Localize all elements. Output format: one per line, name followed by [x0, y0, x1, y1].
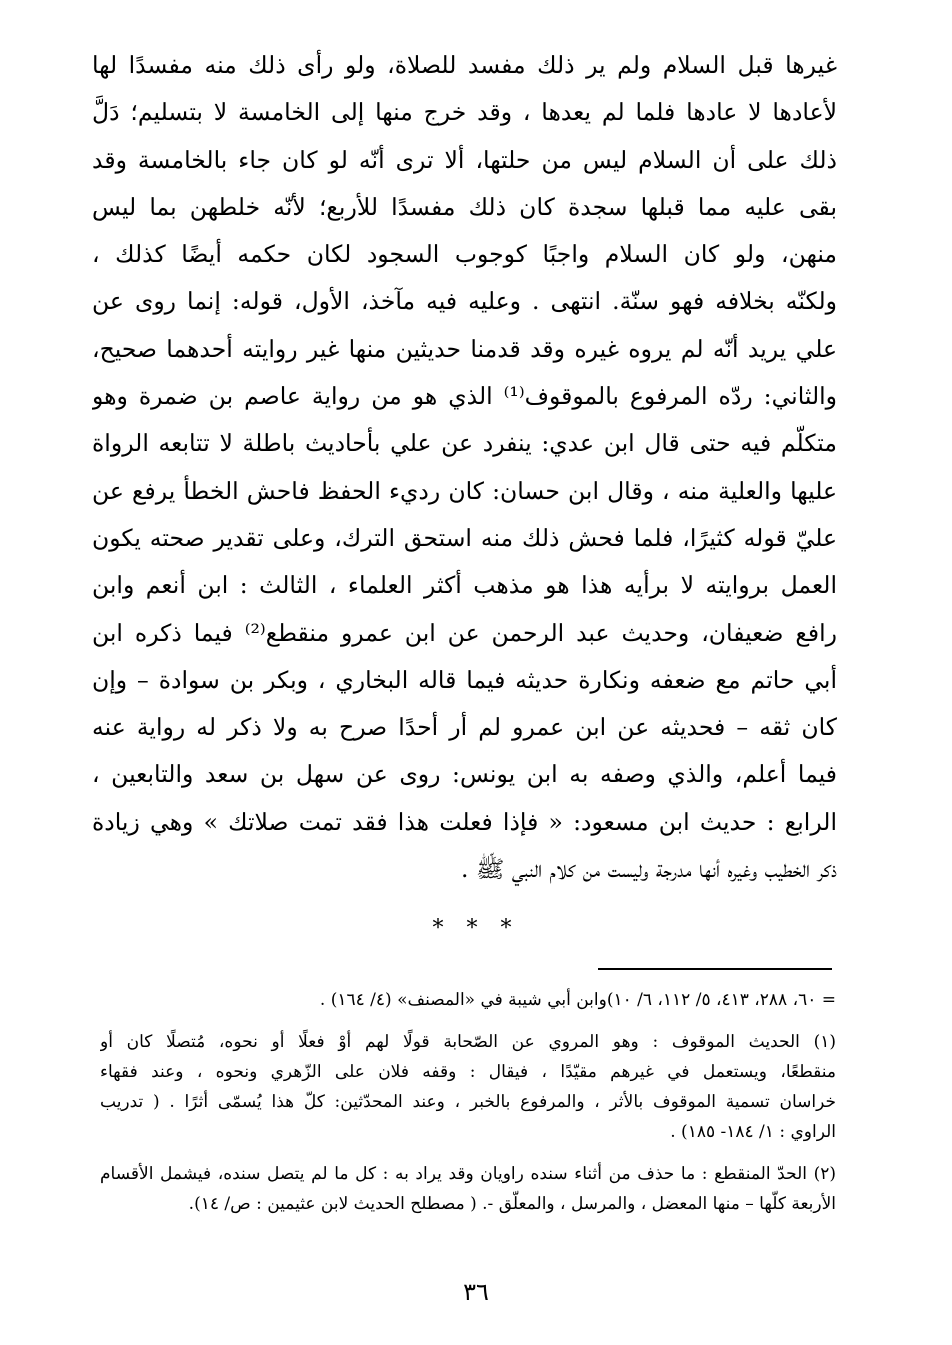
text-line: رافع ضعيفان، وحديث عبد الرحمن عن ابن عمرو منقطع⁽²⁾ فيما ذكره ابن [92, 618, 837, 647]
text-line: عليها والعلية منه ، وقال ابن حسان: كان رديء الحفظ فاحش الخطأ يرفع عن [92, 476, 837, 505]
footnote-continuation: = ٦٠، ٢٨٨، ٤١٣، ٥/ ١١٢، ٦/ ١٠)وابن أبي شيبة في «المصنف» (٤/ ١٦٤) . [319, 990, 836, 1010]
text-line: غيرها قبل السلام ولم ير ذلك مفسد للصلاة، ولو رأى ذلك منه مفسدًا لها [92, 51, 837, 79]
text-line: علي يريد أنّه لم يروه غيره وقد قدمنا حديثين منها غير روايته أحدهما صحيح، [92, 334, 837, 363]
footnote-2-line: الأربعة كلّها – منها المعضل ، والمرسل ، والمعلّق -. ( مصطلح الحديث لابن عثيمين : ص/ ١٤). [188, 1194, 836, 1214]
footnote-1-line: الراوي : ١/ ١٨٤- ١٨٥) . [670, 1122, 836, 1142]
footnotes-block [100, 985, 836, 1219]
text-line: الرابع : حديث ابن مسعود: « فإذا فعلت هذا فقد تمت صلاتك » وهي زيادة [92, 807, 837, 836]
text-line: بقى عليه مما قبلها سجدة كان ذلك مفسدًا للأربع؛ لأنّه خلطهن بما ليس [92, 192, 837, 221]
text-line: منهن، ولو كان السلام واجبًا كوجوب السجود لكان حكمه أيضًا كذلك ، [92, 240, 837, 269]
text-line: عليّ قوله كثيرًا، فلما فحش ذلك منه استحق الترك، وعلى تقدير صحته يكون [92, 523, 837, 552]
text-line: ولكنّه بخلافه فهو سنّة. انتهى . وعليه فيه مآخذ، الأول، قوله: إنما روى عن [92, 287, 837, 316]
footnote-rule [598, 968, 832, 970]
footnote-1-line: منقطعًا، ويستعمل في غيرهم مقيّدًا ، فيقال : وقفه فلان على الزّهري ونحوه ، وعند فقهاء [100, 1062, 836, 1082]
text-line: والثاني: ردّه المرفوع بالموقوف⁽¹⁾ الذي هو من رواية عاصم بن ضمرة وهو [92, 382, 837, 411]
page-number: ٣٦ [463, 1278, 489, 1306]
text-line: العمل بروايته لا برأيه هذا هو مذهب أكثر العلماء ، الثالث : ابن أنعم وابن [92, 571, 837, 600]
footnote-1-line: خراسان تسمية الموقوف بالأثر ، والمرفوع بالخبر ، وعند المحدّثين: كلّ هذا يُسمّى أثرًا . ( تدريب [100, 1092, 836, 1112]
text-line: لأعادها لا عادها فلما لم يعدها ، وقد خرج منها إلى الخامسة لا بتسليم؛ دَلَّ [92, 98, 837, 127]
text-line: متكلّم فيه حتى قال ابن عدي: ينفرد عن علي بأحاديث باطلة لا تتابعه الرواة [92, 429, 837, 458]
text-line: أبي حاتم مع ضعفه ونكارة حديثه فيما قاله البخاري ، وبكر بن سوادة – وإن [92, 665, 837, 694]
section-separator: * * * [432, 916, 520, 941]
text-line: كان ثقه – فحديثه عن ابن عمرو لم أر أحدًا صرح به ولا ذكر له رواية عنه [92, 713, 837, 742]
text-line: فيما أعلم، والذي وصفه به ابن يونس: روى عن سهل بن سعد والتابعين ، [92, 760, 837, 789]
footnote-1-line: (١) الحديث الموقوف : وهو المروي عن الصّحابة قولًا لهم أوْ فعلًا أو نحوه، مُتصلًا كان أو [100, 1032, 836, 1052]
main-text-block [92, 42, 837, 893]
footnote-2-line: (٢) الحدّ المنقطع : ما حذف من أثناء سنده راويان وقد يراد به : كل ما لم يتصل سنده، فيشمل الأقسام [100, 1164, 836, 1184]
text-line: ذلك على أن السلام ليس من حلتها، ألا ترى أنّه لو كان جاء بالخامسة وقد [92, 145, 837, 174]
text-line: ذكر الخطيب وغيره أنها مدرجة وليست من كلام النبي ﷺ . [461, 855, 837, 884]
